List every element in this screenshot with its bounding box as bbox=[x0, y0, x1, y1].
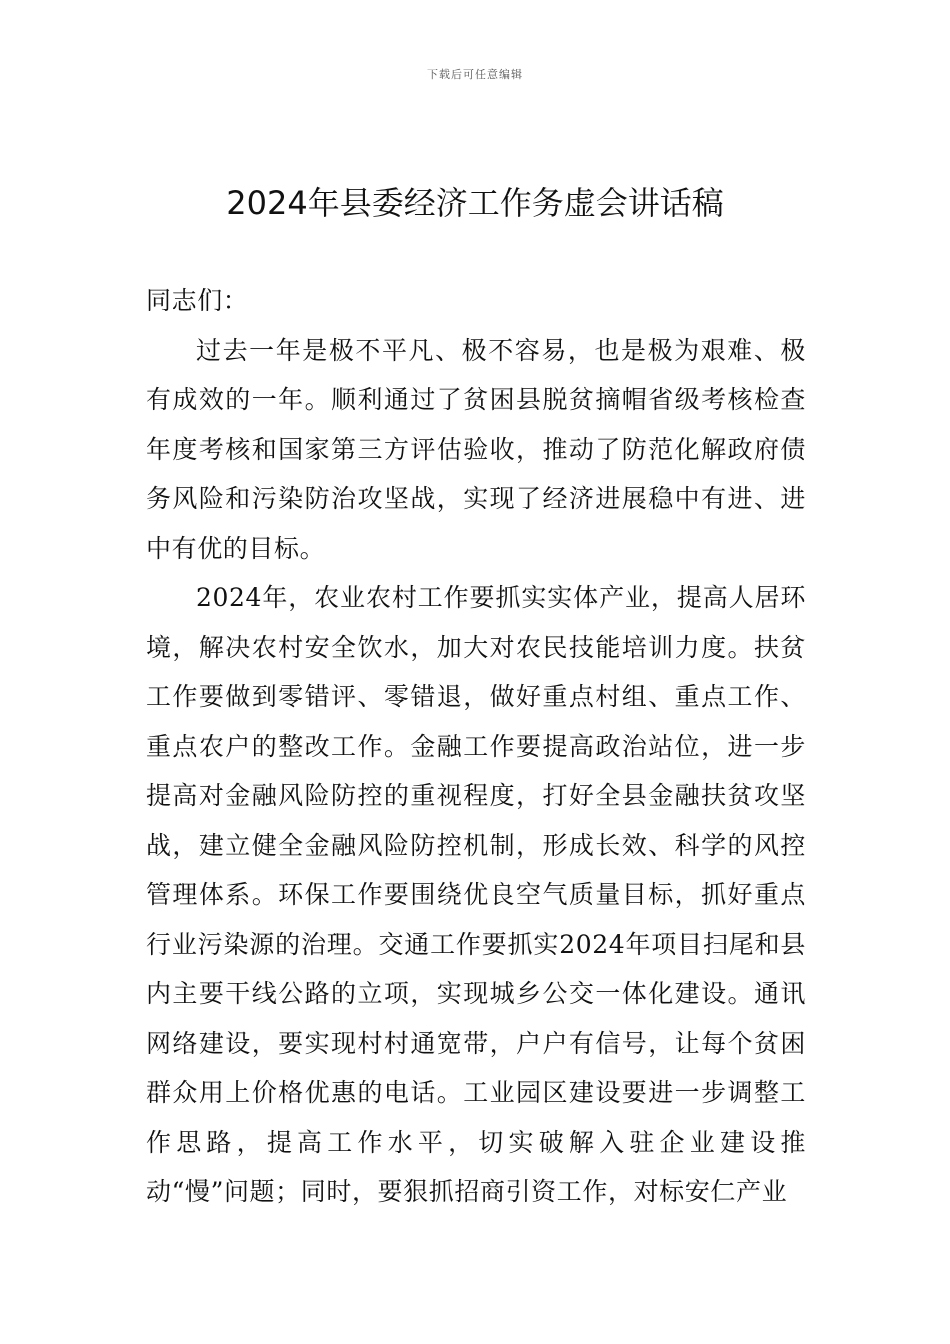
paragraph-1: 过去一年是极不平凡、极不容易，也是极为艰难、极有成效的一年。顺利通过了贫困县脱贫摘帽省级考核检查年度考核和国家第三方评估验收，推动了防范化解政府债务风险和污染防治攻坚战，实现了经济进展稳中有进、进中有优的目标。 bbox=[146, 335, 806, 563]
paragraph-2: 2024年，农业农村工作要抓实实体产业，提高人居环境，解决农村安全饮水，加大对农民技能培训力度。扶贫工作要做到零错评、零错退，做好重点村组、重点工作、重点农户的整改工作。金融工作要提高政治站位，进一步提高对金融风险防控的重视程度，打好全县金融扶贫攻坚战，建立健全金融风险防控机制，形成长效、科学的风控管理体系。环保工作要围绕优良空气质量目标，抓好重点行业污染源的治理。交通工作要抓实2024年项目扫尾和县内主要干线公路的立项，实现城乡公交一体化建设。通讯网络建设，要实现村村通宽带，户户有信号，让每个贫困群众用上价格优惠的电话。工业园区建设要进一步调整工作思路，提高工作水平，切实破解入驻企业建设推动“慢”问题；同时，要狠抓招商引资工作，对标安仁产业 bbox=[146, 583, 806, 1206]
document-title: 2024年县委经济工作务虚会讲话稿 bbox=[226, 184, 724, 222]
salutation: 同志们： bbox=[146, 286, 249, 315]
document-body bbox=[146, 276, 806, 1217]
header-note: 下载后可任意编辑 bbox=[427, 68, 523, 81]
